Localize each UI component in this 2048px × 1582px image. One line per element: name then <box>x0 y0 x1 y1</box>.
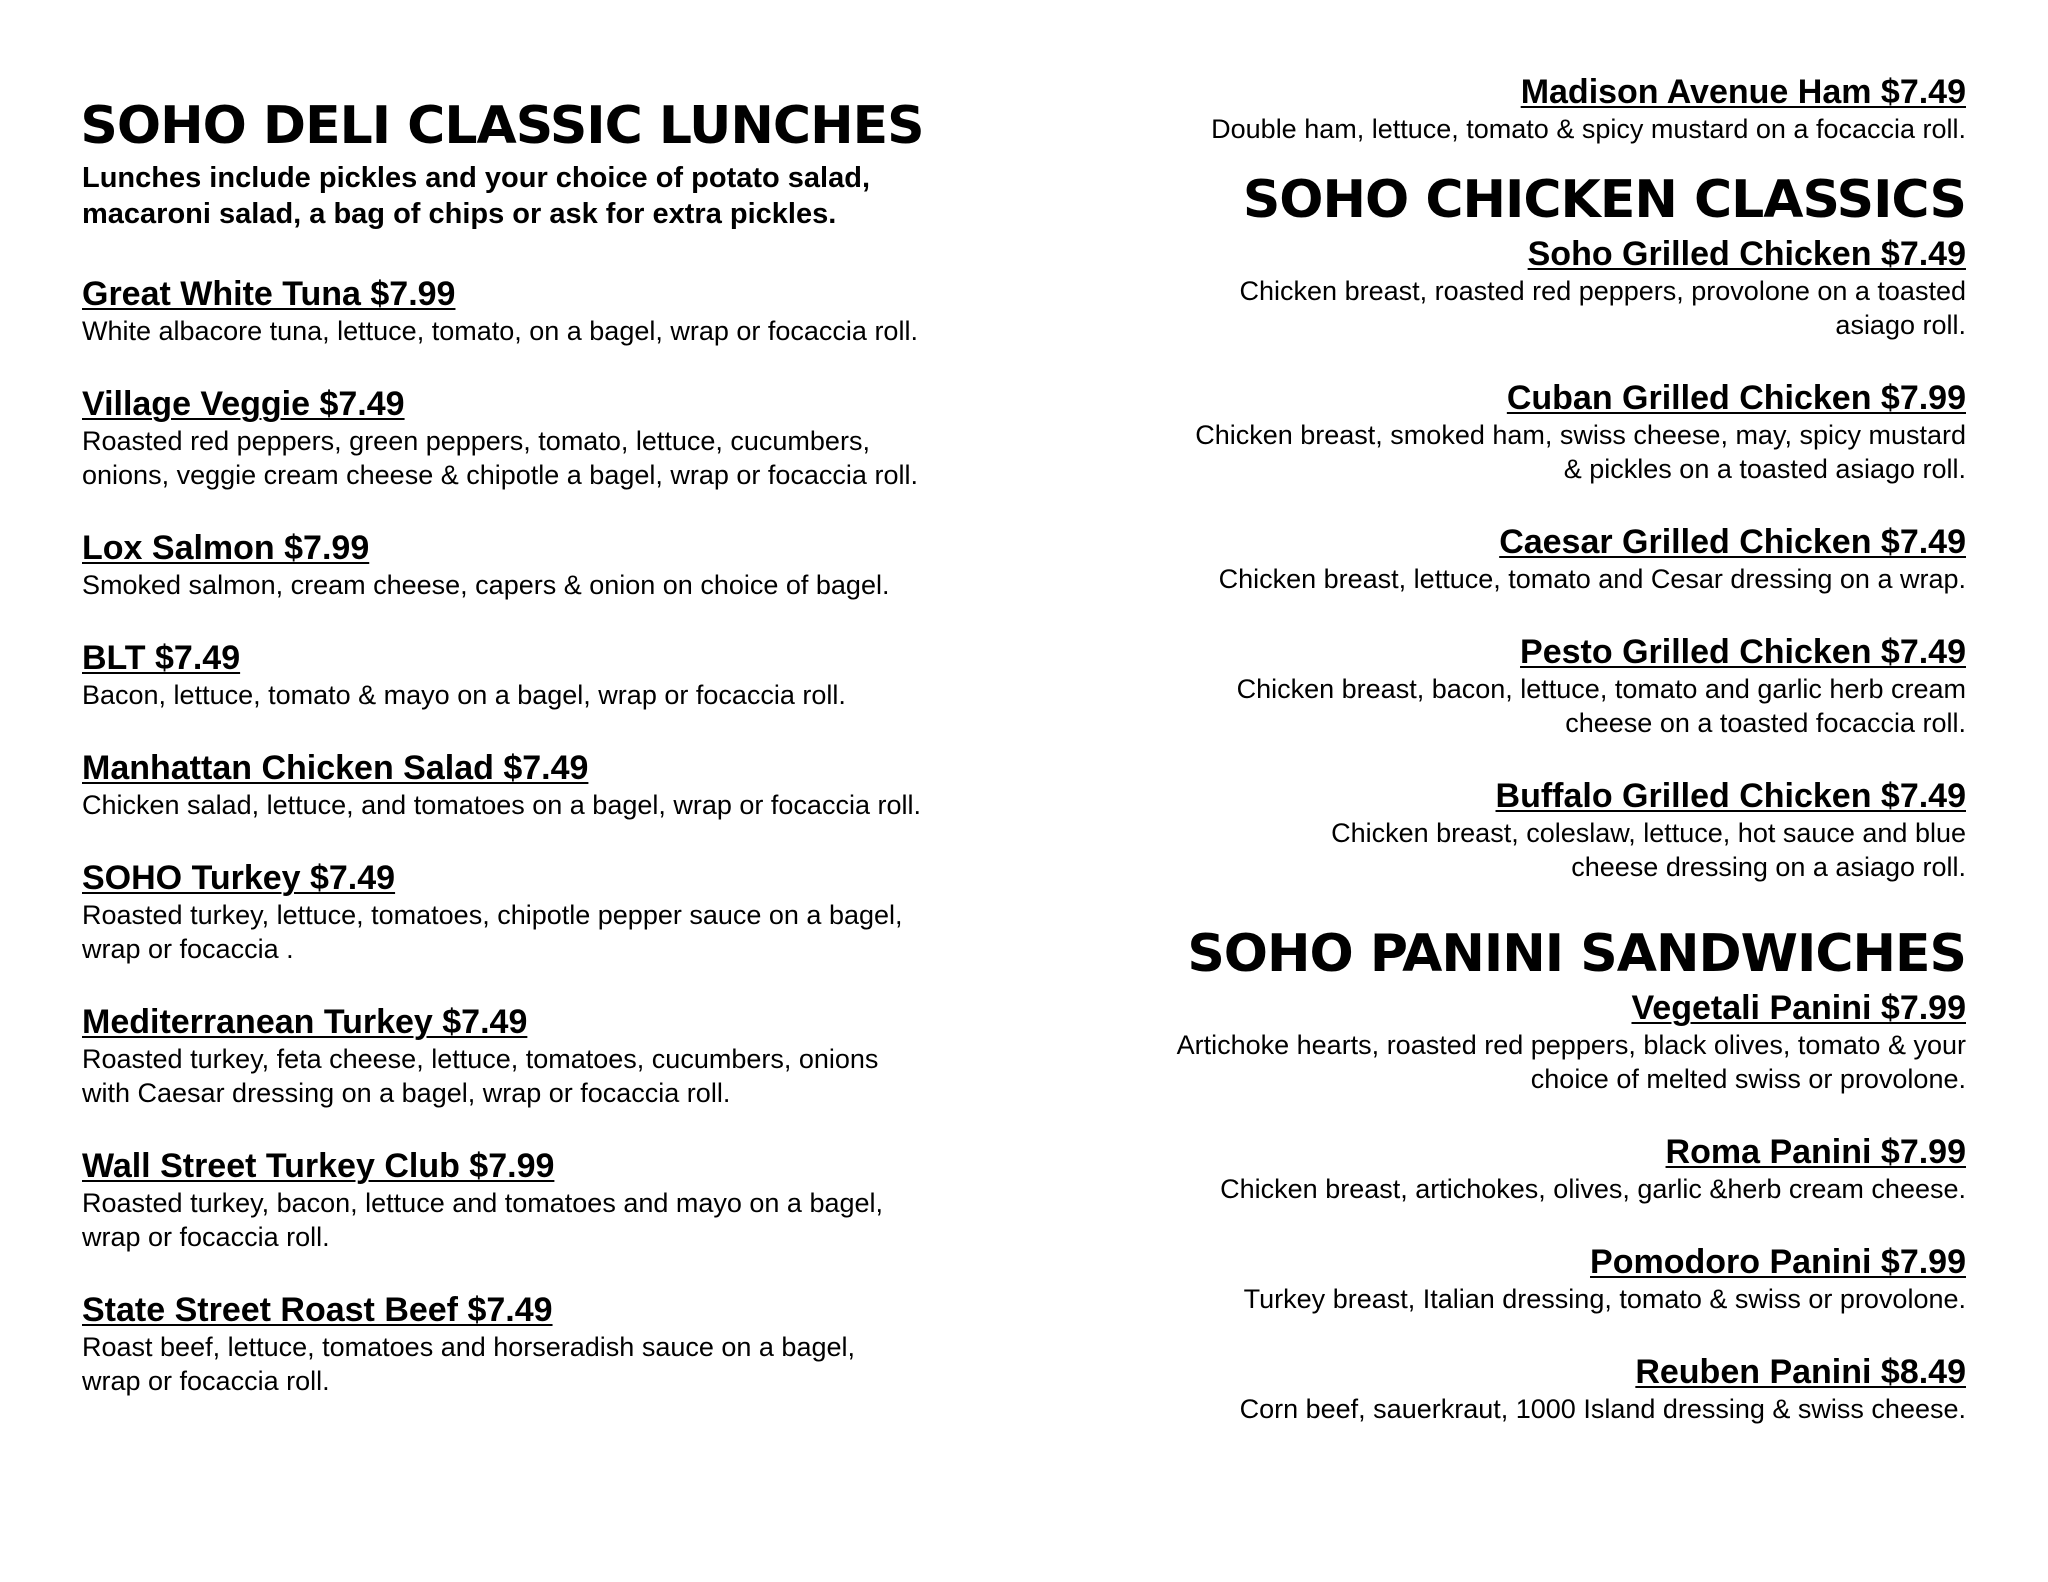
menu-item-desc: wrap or focaccia . <box>82 934 294 964</box>
menu-item-desc: wrap or focaccia roll. <box>82 1366 330 1396</box>
menu-item-desc: Roast beef, lettuce, tomatoes and horseradish sauce on a bagel, <box>82 1332 855 1362</box>
menu-item-desc: Chicken breast, lettuce, tomato and Cesar dressing on a wrap. <box>1218 564 1966 594</box>
menu-item <box>82 1002 982 1110</box>
menu-item <box>1100 1132 1966 1206</box>
deli-lunch-list <box>82 274 982 1398</box>
menu-item-desc: choice of melted swiss or provolone. <box>1530 1064 1966 1094</box>
menu-item-name: Reuben Panini $8.49 <box>1635 1353 1966 1391</box>
deli-lunches-title: SOHO DELI CLASSIC LUNCHES <box>80 96 924 156</box>
menu-item-name: Manhattan Chicken Salad $7.49 <box>82 749 589 787</box>
menu-item <box>82 528 982 602</box>
menu-item-desc: Chicken breast, coleslaw, lettuce, hot sauce and blue <box>1331 818 1966 848</box>
menu-item <box>1100 72 1966 146</box>
menu-item-desc: cheese on a toasted focaccia roll. <box>1565 708 1966 738</box>
menu-item <box>1100 1242 1966 1316</box>
menu-item-name: Roma Panini $7.99 <box>1665 1133 1966 1171</box>
menu-item-name: Mediterranean Turkey $7.49 <box>82 1003 528 1041</box>
menu-item-name: Pesto Grilled Chicken $7.49 <box>1520 633 1966 671</box>
menu-item-name: Cuban Grilled Chicken $7.99 <box>1506 379 1966 417</box>
menu-item <box>82 1146 982 1254</box>
menu-item-desc: White albacore tuna, lettuce, tomato, on a bagel, wrap or focaccia roll. <box>82 316 918 346</box>
menu-item-name: BLT $7.49 <box>82 639 241 677</box>
menu-item-name: Caesar Grilled Chicken $7.49 <box>1499 523 1966 561</box>
menu-item-desc: Chicken salad, lettuce, and tomatoes on a bagel, wrap or focaccia roll. <box>82 790 921 820</box>
menu-item-name: Madison Avenue Ham $7.49 <box>1520 73 1966 111</box>
intro-line: Lunches include pickles and your choice of potato salad, <box>82 162 870 194</box>
menu-item-desc: Turkey breast, Italian dressing, tomato & swiss or provolone. <box>1243 1284 1966 1314</box>
menu-item-desc: Roasted turkey, feta cheese, lettuce, tomatoes, cucumbers, onions <box>82 1044 879 1074</box>
menu-item-desc: wrap or focaccia roll. <box>82 1222 330 1252</box>
menu-item <box>1100 776 1966 884</box>
menu-item-name: Lox Salmon $7.99 <box>82 529 370 567</box>
menu-item-name: Buffalo Grilled Chicken $7.49 <box>1495 777 1966 815</box>
menu-item-name: SOHO Turkey $7.49 <box>82 859 396 897</box>
menu-item-desc: Roasted red peppers, green peppers, tomato, lettuce, cucumbers, <box>82 426 870 456</box>
menu-item <box>82 1290 982 1398</box>
menu-item-desc: Chicken breast, artichokes, olives, garlic &herb cream cheese. <box>1220 1174 1966 1204</box>
menu-item-desc: onions, veggie cream cheese & chipotle a bagel, wrap or focaccia roll. <box>82 460 918 490</box>
menu-item-name: Vegetali Panini $7.99 <box>1631 989 1966 1027</box>
panini-list <box>1100 988 1966 1426</box>
menu-item-desc: Double ham, lettuce, tomato & spicy mustard on a focaccia roll. <box>1211 114 1966 144</box>
menu-item-desc: Chicken breast, roasted red peppers, provolone on a toasted <box>1239 276 1966 306</box>
intro-line: macaroni salad, a bag of chips or ask for extra pickles. <box>82 198 837 230</box>
menu-item-name: State Street Roast Beef $7.49 <box>82 1291 553 1329</box>
menu-item-desc: Chicken breast, smoked ham, swiss cheese, may, spicy mustard <box>1195 420 1966 450</box>
menu-item <box>1100 632 1966 740</box>
right-column <box>1100 72 1966 1462</box>
menu-item-desc: & pickles on a toasted asiago roll. <box>1563 454 1966 484</box>
panini-sandwiches-title: SOHO PANINI SANDWICHES <box>1187 924 1966 984</box>
menu-item <box>82 638 982 712</box>
menu-item-name: Pomodoro Panini $7.99 <box>1590 1243 1966 1281</box>
menu-item-desc: Smoked salmon, cream cheese, capers & onion on choice of bagel. <box>82 570 890 600</box>
menu-item-desc: Roasted turkey, bacon, lettuce and tomatoes and mayo on a bagel, <box>82 1188 884 1218</box>
lunches-intro <box>82 160 982 232</box>
menu-item-desc: Chicken breast, bacon, lettuce, tomato and garlic herb cream <box>1236 674 1966 704</box>
menu-item-name: Village Veggie $7.49 <box>82 385 405 423</box>
menu-item-desc: asiago roll. <box>1835 310 1966 340</box>
menu-item-desc: cheese dressing on a asiago roll. <box>1571 852 1966 882</box>
menu-item-name: Great White Tuna $7.99 <box>82 275 456 313</box>
menu-item <box>82 384 982 492</box>
menu-item <box>1100 522 1966 596</box>
menu-item <box>82 858 982 966</box>
menu-item <box>1100 1352 1966 1426</box>
menu-item-name: Wall Street Turkey Club $7.99 <box>82 1147 555 1185</box>
menu-item-desc: Roasted turkey, lettuce, tomatoes, chipotle pepper sauce on a bagel, <box>82 900 903 930</box>
menu-item <box>1100 234 1966 342</box>
menu-item-desc: Corn beef, sauerkraut, 1000 Island dressing & swiss cheese. <box>1239 1394 1966 1424</box>
menu-item-desc: with Caesar dressing on a bagel, wrap or focaccia roll. <box>82 1078 731 1108</box>
chicken-classics-title: SOHO CHICKEN CLASSICS <box>1242 170 1966 230</box>
left-column <box>82 92 982 1434</box>
menu-item <box>82 748 982 822</box>
chicken-classics-list <box>1100 234 1966 884</box>
menu-item <box>1100 378 1966 486</box>
menu-item <box>82 274 982 348</box>
menu-item <box>1100 988 1966 1096</box>
menu-item-name: Soho Grilled Chicken $7.49 <box>1527 235 1966 273</box>
menu-item-desc: Bacon, lettuce, tomato & mayo on a bagel, wrap or focaccia roll. <box>82 680 846 710</box>
menu-item-desc: Artichoke hearts, roasted red peppers, black olives, tomato & your <box>1176 1030 1966 1060</box>
